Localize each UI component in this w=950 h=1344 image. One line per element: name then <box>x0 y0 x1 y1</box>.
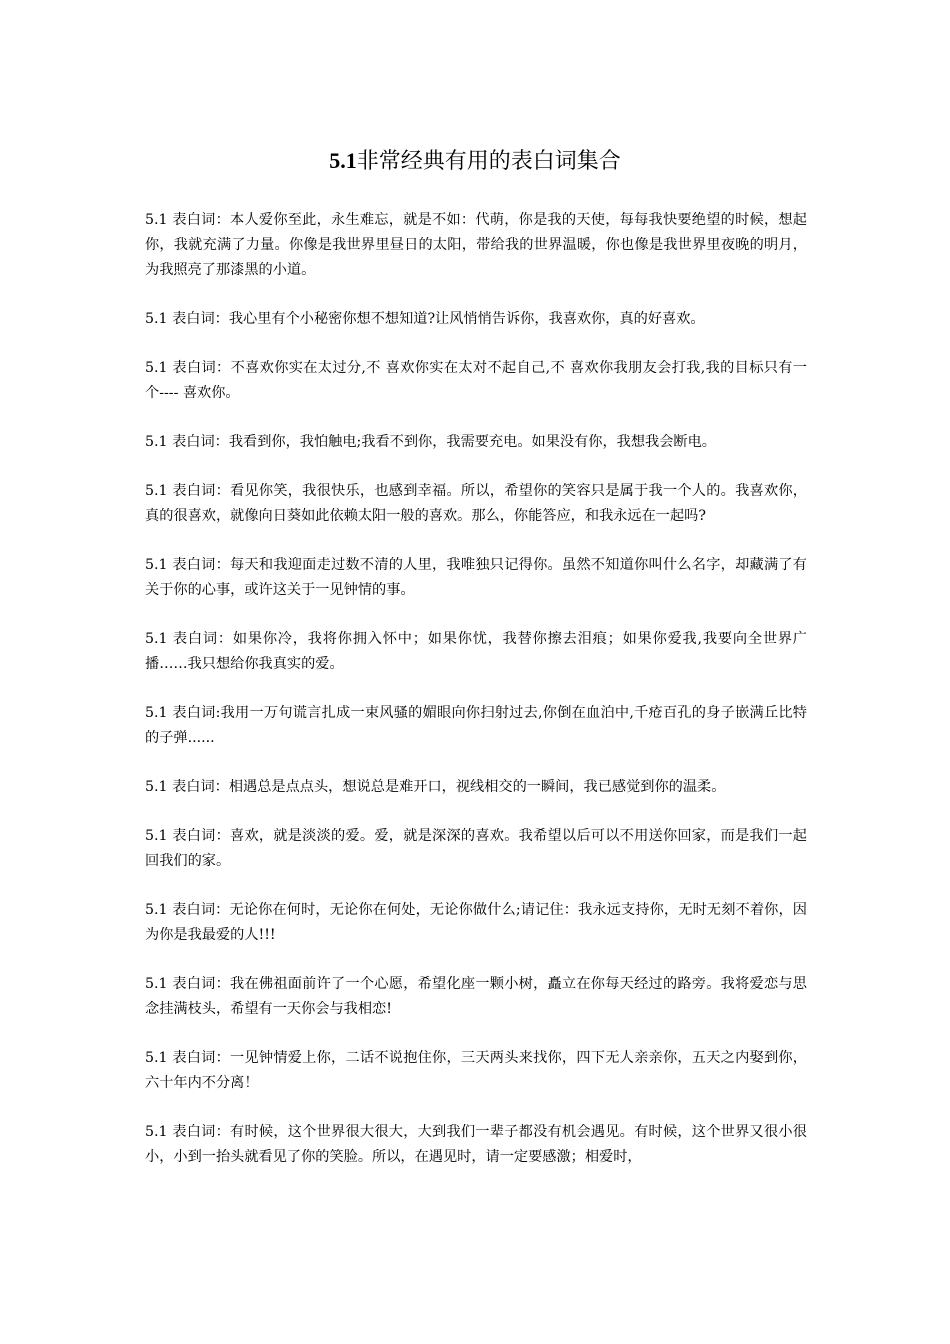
paragraph: 5.1 表白词：看见你笑，我很快乐，也感到幸福。所以，希望你的笑容只是属于我一个人的。我喜欢你，真的很喜欢，就像向日葵如此依赖太阳一般的喜欢。那么，你能答应，和我永远在一起吗? <box>145 483 807 524</box>
paragraph: 5.1 表白词：无论你在何时，无论你在何处，无论你做什么;请记住：我永远支持你，无时无刻不着你，因为你是我最爱的人!!! <box>145 902 807 943</box>
paragraph: 5.1 表白词：本人爱你至此，永生难忘，就是不如：代萌，你是我的天使，每每我快要绝望的时候，想起你，我就充满了力量。你像是我世界里昼日的太阳，带给我的世界温暖，你也像是我世界里夜晚的明月，为我照亮了那漆黑的小道。 <box>145 212 807 278</box>
title-number: 5.1 <box>329 148 357 173</box>
document-body <box>145 208 807 1194</box>
paragraph: 5.1 表白词：相遇总是点点头，想说总是难开口，视线相交的一瞬间，我已感觉到你的温柔。 <box>145 779 726 795</box>
paragraph: 5.1 表白词：喜欢，就是淡淡的爱。爱，就是深深的喜欢。我希望以后可以不用送你回家，而是我们一起回我们的家。 <box>145 828 807 869</box>
title-text: 非常经典有用的表白词集合 <box>356 149 621 174</box>
paragraph: 5.1 表白词：我心里有个小秘密你想不想知道?让风悄悄告诉你，我喜欢你，真的好喜欢。 <box>145 311 705 327</box>
paragraph: 5.1 表白词:我用一万句谎言扎成一束风骚的媚眼向你扫射过去,你倒在血泊中,千疮百孔的身子嵌满丘比特的子弹...... <box>145 705 807 746</box>
paragraph: 5.1 表白词：我看到你，我怕触电;我看不到你，我需要充电。如果没有你，我想我会断电。 <box>145 434 716 450</box>
paragraph: 5.1 表白词：一见钟情爱上你，二话不说抱住你，三天两头来找你，四下无人亲亲你，五天之内娶到你，六十年内不分离！ <box>145 1050 807 1091</box>
paragraph: 5.1 表白词：有时候，这个世界很大很大，大到我们一辈子都没有机会遇见。有时候，这个世界又很小很小，小到一抬头就看见了你的笑脸。所以，在遇见时，请一定要感激；相爱时， <box>145 1124 807 1165</box>
page-title <box>0 148 950 175</box>
paragraph: 5.1 表白词：每天和我迎面走过数不清的人里，我唯独只记得你。虽然不知道你叫什么名字，却藏满了有关于你的心事，或许这关于一见钟情的事。 <box>145 557 807 598</box>
paragraph: 5.1 表白词：不喜欢你实在太过分,不 喜欢你实在太对不起自己,不 喜欢你我朋友会打我,我的目标只有一个---- 喜欢你。 <box>145 360 807 401</box>
paragraph: 5.1 表白词：我在佛祖面前许了一个心愿，希望化座一颗小树，矗立在你每天经过的路旁。我将爱恋与思念挂满枝头，希望有一天你会与我相恋! <box>145 976 807 1017</box>
paragraph: 5.1 表白词：如果你冷，我将你拥入怀中；如果你忧，我替你擦去泪痕；如果你爱我,我要向全世界广播……我只想给你我真实的爱。 <box>145 631 807 672</box>
